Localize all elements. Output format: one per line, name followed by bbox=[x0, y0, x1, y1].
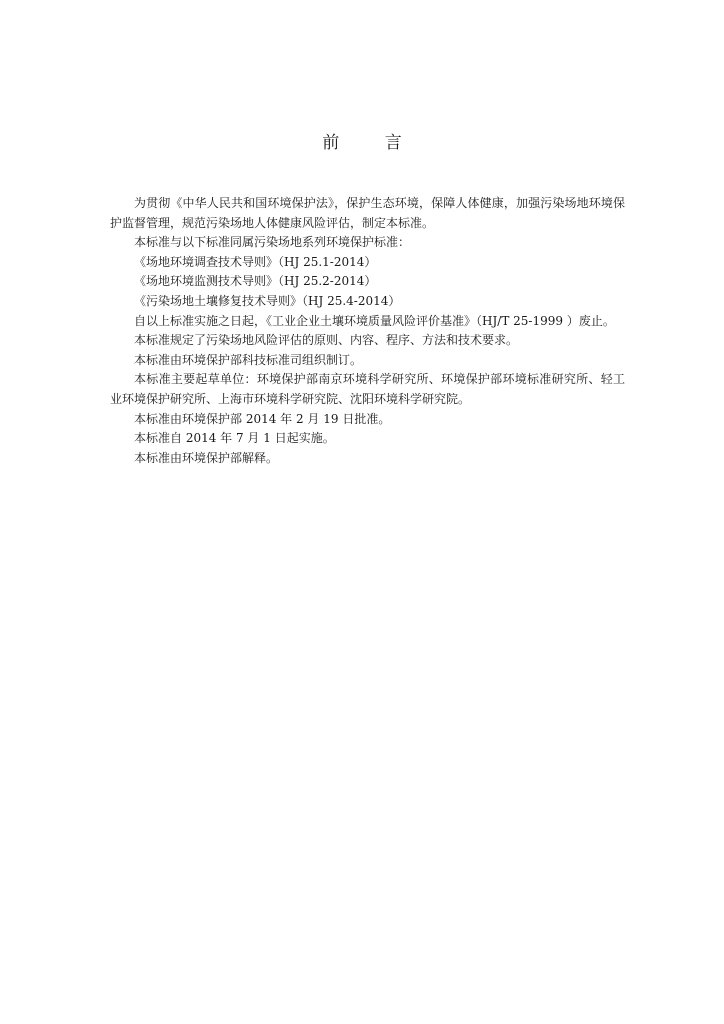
paragraph-organizer: 本标准由环境保护部科技标准司组织制订。 bbox=[134, 352, 363, 367]
document-body bbox=[110, 194, 625, 468]
paragraph-abolish: 自以上标准实施之日起，《工业企业土壤环境质量风险评价基准》（HJ/T 25-1999 ）废止。 bbox=[134, 313, 615, 328]
page-title: 前 言 bbox=[322, 133, 422, 153]
paragraph-effective: 本标准自 2014 年 7 月 1 日起实施。 bbox=[134, 431, 335, 446]
paragraph-series-intro: 本标准与以下标准同属污染场地系列环境保护标准： bbox=[134, 235, 411, 250]
paragraph-drafters: 本标准主要起草单位：环境保护部南京环境科学研究所、环境保护部环境标准研究所、轻工业环境保护研究所、上海市环境科学研究院、沈阳环境科学研究院。 bbox=[110, 372, 625, 406]
paragraph-standard-3: 《污染场地土壤修复技术导则》（HJ 25.4-2014） bbox=[134, 293, 401, 308]
paragraph-interpretation: 本标准由环境保护部解释。 bbox=[134, 450, 279, 465]
paragraph-approval: 本标准由环境保护部 2014 年 2 月 19 日批准。 bbox=[134, 411, 391, 426]
paragraph-scope: 本标准规定了污染场地风险评估的原则、内容、程序、方法和技术要求。 bbox=[134, 333, 519, 348]
paragraph-purpose: 为贯彻《中华人民共和国环境保护法》，保护生态环境，保障人体健康，加强污染场地环境保护监督管理，规范污染场地人体健康风险评估，制定本标准。 bbox=[110, 196, 625, 230]
paragraph-standard-2: 《场地环境监测技术导则》（HJ 25.2-2014） bbox=[134, 274, 377, 289]
paragraph-standard-1: 《场地环境调查技术导则》（HJ 25.1-2014） bbox=[134, 254, 377, 269]
